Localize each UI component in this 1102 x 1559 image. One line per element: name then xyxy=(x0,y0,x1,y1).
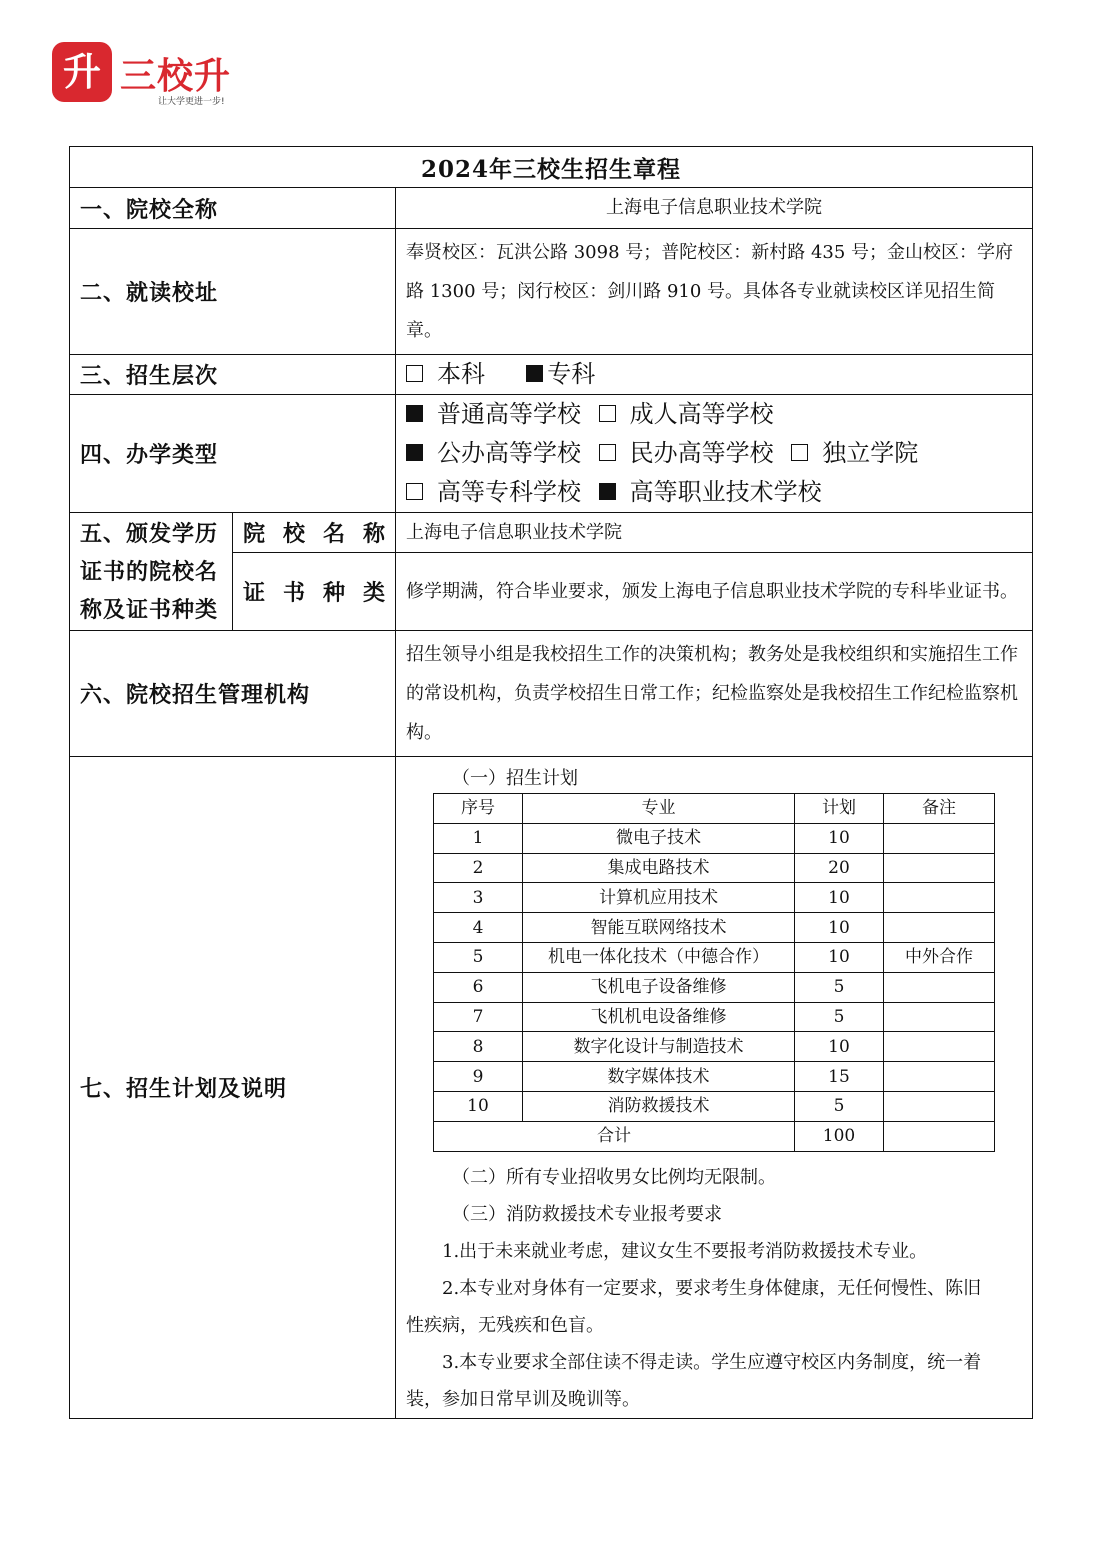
label-school-name: 一、院校全称 xyxy=(70,188,396,229)
plan-cell-major: 飞机机电设备维修 xyxy=(523,1002,795,1032)
plan-notes xyxy=(396,1159,1032,1418)
logo-slogan: 让大学更进一步! xyxy=(158,97,225,107)
logo xyxy=(52,42,252,106)
value-issuing-school: 上海电子信息职业技术学院 xyxy=(396,513,1033,553)
plan-cell-no: 7 xyxy=(434,1002,523,1032)
plan-cell-major: 计算机应用技术 xyxy=(523,883,795,913)
enrollment-plan-table xyxy=(433,793,995,1152)
option-adult-college: 成人高等学校 xyxy=(629,400,774,428)
plan-cell-no: 8 xyxy=(434,1032,523,1062)
logo-badge: 升 xyxy=(52,42,112,102)
plan-cell-no: 2 xyxy=(434,853,523,883)
label-certificate xyxy=(70,513,233,631)
plan-cell-remark xyxy=(884,883,995,913)
option-higher-vocational-college: 高等职业技术学校 xyxy=(629,478,822,506)
note-item-3b: 装，参加日常早训及晚训等。 xyxy=(406,1388,640,1410)
table-row xyxy=(434,1032,995,1062)
plan-cell-major: 智能互联网络技术 xyxy=(523,913,795,943)
checkbox-regular-college xyxy=(406,405,423,422)
plan-cell-major: 数字化设计与制造技术 xyxy=(523,1032,795,1062)
label-campus-address: 二、就读校址 xyxy=(70,229,396,355)
options-enrollment-level xyxy=(396,355,1033,395)
plan-cell-remark: 中外合作 xyxy=(884,942,995,972)
label-school-type: 四、办学类型 xyxy=(70,395,396,513)
plan-cell-quota: 10 xyxy=(795,823,884,853)
plan-cell-quota: 20 xyxy=(795,853,884,883)
label-enrollment-level: 三、招生层次 xyxy=(70,355,396,395)
note-gender: （二）所有专业招收男女比例均无限制。 xyxy=(452,1166,776,1188)
checkbox-junior-college xyxy=(526,365,543,382)
value-school-name: 上海电子信息职业技术学院 xyxy=(396,188,1033,229)
plan-cell-quota: 5 xyxy=(795,972,884,1002)
plan-heading: （一）招生计划 xyxy=(452,768,578,789)
label-certificate-line2: 证书的院校名 xyxy=(80,558,219,585)
plan-cell-remark xyxy=(884,913,995,943)
plan-cell-quota: 10 xyxy=(795,942,884,972)
plan-total-remark xyxy=(884,1121,995,1151)
plan-cell-remark xyxy=(884,853,995,883)
note-item-1: 1.出于未来就业考虑，建议女生不要报考消防救援技术专业。 xyxy=(442,1240,928,1262)
option-regular-college: 普通高等学校 xyxy=(437,400,581,428)
table-row xyxy=(434,1002,995,1032)
checkbox-higher-vocational-college xyxy=(599,483,616,500)
note-item-2b: 性疾病，无残疾和色盲。 xyxy=(406,1314,604,1336)
plan-cell-major: 飞机电子设备维修 xyxy=(523,972,795,1002)
col-header-quota: 计划 xyxy=(795,794,884,824)
note-fire-rescue-heading: （三）消防救援技术专业报考要求 xyxy=(452,1203,722,1225)
option-public-college: 公办高等学校 xyxy=(437,439,581,467)
enrollment-plan-content xyxy=(396,757,1033,1419)
table-row xyxy=(434,823,995,853)
logo-name: 三校升 xyxy=(120,56,232,97)
col-header-major: 专业 xyxy=(523,794,795,824)
label-enrollment-plan: 七、招生计划及说明 xyxy=(70,757,396,1419)
plan-cell-quota: 10 xyxy=(795,1032,884,1062)
plan-cell-no: 6 xyxy=(434,972,523,1002)
label-certificate-line3: 称及证书种类 xyxy=(80,596,219,623)
plan-cell-no: 4 xyxy=(434,913,523,943)
label-certificate-line1: 五、颁发学历 xyxy=(80,520,219,547)
plan-cell-no: 9 xyxy=(434,1062,523,1092)
plan-cell-remark xyxy=(884,823,995,853)
label-certificate-type: 证书种类 xyxy=(233,553,396,631)
col-header-remark: 备注 xyxy=(884,794,995,824)
plan-cell-no: 3 xyxy=(434,883,523,913)
checkbox-junior-vocational-college xyxy=(406,483,423,500)
plan-cell-no: 1 xyxy=(434,823,523,853)
table-row xyxy=(434,942,995,972)
plan-cell-quota: 10 xyxy=(795,913,884,943)
plan-total-value: 100 xyxy=(795,1121,884,1151)
option-junior-college: 专科 xyxy=(547,360,596,388)
admission-charter-table xyxy=(69,146,1033,1419)
plan-header-row xyxy=(434,794,995,824)
note-item-2a: 2.本专业对身体有一定要求，要求考生身体健康，无任何慢性、陈旧 xyxy=(442,1277,982,1299)
checkbox-independent-college xyxy=(791,444,808,461)
table-row xyxy=(434,853,995,883)
plan-cell-major: 数字媒体技术 xyxy=(523,1062,795,1092)
plan-cell-no: 10 xyxy=(434,1091,523,1121)
value-certificate-type: 修学期满，符合毕业要求，颁发上海电子信息职业技术学院的专科毕业证书。 xyxy=(396,553,1033,631)
plan-cell-remark xyxy=(884,1002,995,1032)
document-title: 2024年三校生招生章程 xyxy=(70,147,1033,188)
table-row xyxy=(434,913,995,943)
option-junior-vocational-college: 高等专科学校 xyxy=(437,478,581,506)
plan-cell-remark xyxy=(884,1032,995,1062)
label-issuing-school: 院校名称 xyxy=(233,513,396,553)
checkbox-public-college xyxy=(406,444,423,461)
value-campus-address: 奉贤校区：瓦洪公路 3098 号；普陀校区：新村路 435 号；金山校区：学府路 1300 号；闵行校区：剑川路 910 号。具体各专业就读校区详见招生简章。 xyxy=(396,229,1033,355)
plan-cell-quota: 5 xyxy=(795,1002,884,1032)
plan-cell-remark xyxy=(884,972,995,1002)
plan-cell-major: 微电子技术 xyxy=(523,823,795,853)
col-header-no: 序号 xyxy=(434,794,523,824)
plan-cell-major: 集成电路技术 xyxy=(523,853,795,883)
plan-cell-remark xyxy=(884,1062,995,1092)
plan-cell-major: 机电一体化技术（中德合作） xyxy=(523,942,795,972)
table-row xyxy=(434,1062,995,1092)
checkbox-undergraduate xyxy=(406,365,423,382)
option-independent-college: 独立学院 xyxy=(822,439,919,467)
table-row xyxy=(434,883,995,913)
checkbox-private-college xyxy=(599,444,616,461)
plan-total-label: 合计 xyxy=(434,1121,795,1151)
label-admission-office: 六、院校招生管理机构 xyxy=(70,631,396,757)
plan-cell-quota: 10 xyxy=(795,883,884,913)
options-school-type xyxy=(396,395,1033,513)
table-row-total xyxy=(434,1121,995,1151)
table-row xyxy=(434,1091,995,1121)
note-item-3a: 3.本专业要求全部住读不得走读。学生应遵守校区内务制度，统一着 xyxy=(442,1351,982,1373)
option-private-college: 民办高等学校 xyxy=(629,439,774,467)
plan-cell-remark xyxy=(884,1091,995,1121)
plan-cell-quota: 15 xyxy=(795,1062,884,1092)
checkbox-adult-college xyxy=(599,405,616,422)
plan-cell-major: 消防救援技术 xyxy=(523,1091,795,1121)
plan-cell-quota: 5 xyxy=(795,1091,884,1121)
value-admission-office: 招生领导小组是我校招生工作的决策机构；教务处是我校组织和实施招生工作的常设机构，负责学校招生日常工作；纪检监察处是我校招生工作纪检监察机构。 xyxy=(396,631,1033,757)
option-undergraduate: 本科 xyxy=(437,360,485,388)
table-row xyxy=(434,972,995,1002)
plan-cell-no: 5 xyxy=(434,942,523,972)
